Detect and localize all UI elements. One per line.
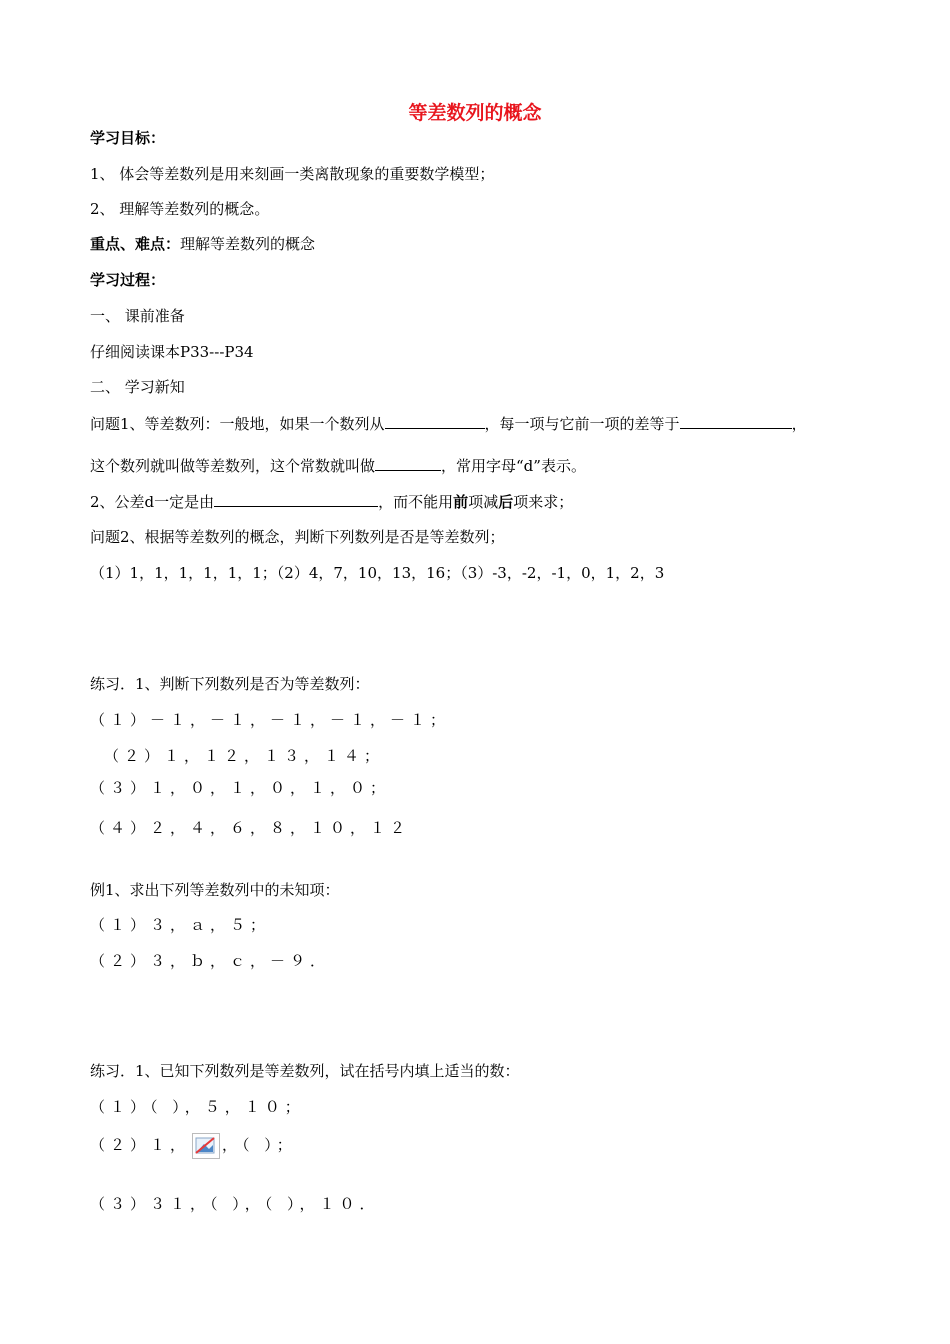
exercise-2-item-2-a: （２）１， [90, 1136, 191, 1154]
page-title: 等差数列的概念 [408, 102, 542, 124]
d-text-d: 项减 [468, 493, 499, 511]
question-1-line-1 [90, 413, 807, 434]
exercise-2-item-2-b: ，（ ）； [222, 1136, 297, 1154]
blank-3 [375, 455, 441, 471]
common-difference-line [90, 491, 573, 512]
example-1-item-2: （２）３，ｂ，ｃ，－９． [90, 952, 331, 970]
exercise-2-item-2 [90, 1133, 297, 1159]
d-text-front: 前 [453, 493, 469, 511]
key-points [90, 234, 315, 254]
exercise-2-item-3: （３）３１，（ ），（ ），１０． [90, 1195, 380, 1213]
q1-line2-text-a: 这个数列就叫做等差数列，这个常数就叫做 [90, 457, 376, 475]
section-2: 二、 学习新知 [90, 378, 185, 396]
blank-1 [385, 413, 485, 429]
question-2: 问题2、根据等差数列的概念，判断下列数列是否是等差数列； [90, 528, 505, 546]
q1-text-a: 问题1、等差数列：一般地，如果一个数列从 [90, 415, 385, 433]
key-label: 重点、难点： [90, 235, 181, 253]
exercise-1-item-2: （２）１，１２，１３，１４； [104, 747, 385, 765]
section-1: 一、 课前准备 [90, 307, 185, 325]
q1-text-b: ，每一项与它前一项的差等于 [484, 415, 680, 433]
d-text-back: 后 [498, 493, 514, 511]
reading-instruction: 仔细阅读课本P33---P34 [90, 343, 254, 361]
d-text-a: 2、公差d一定是由 [90, 493, 215, 511]
blank-4 [214, 491, 378, 507]
example-1-heading: 例1、求出下列等差数列中的未知项： [90, 881, 340, 899]
question-1-line-2 [90, 455, 586, 476]
exercise-2-heading: 练习．1、已知下列数列是等差数列，试在括号内填上适当的数： [90, 1062, 520, 1080]
exercise-1-heading: 练习．1、判断下列数列是否为等差数列： [90, 675, 370, 693]
process-heading: 学习过程： [90, 271, 166, 289]
q1-text-c: ， [791, 415, 807, 433]
blank-2 [680, 413, 792, 429]
key-text: 理解等差数列的概念 [180, 235, 316, 253]
goals-heading: 学习目标： [90, 129, 166, 147]
d-text-b: ，而不能用 [378, 493, 454, 511]
exercise-1-item-3: （３）１，０，１，０，１，０； [90, 779, 391, 797]
example-1-item-1: （１）３，ａ，５； [90, 916, 271, 934]
q1-line2-text-b: ，常用字母“d”表示。 [441, 457, 586, 475]
question-2-items: （1）1，1，1，1，1，1；（2）4，7，10，13，16；（3）-3，-2，-1，0，1，2，3 [90, 564, 665, 582]
exercise-1-item-1-text: （１）－１，－１，－１，－１，－１； [90, 711, 451, 729]
goal-2: 2、 理解等差数列的概念。 [90, 200, 270, 218]
broken-image-icon [192, 1133, 220, 1159]
d-text-f: 项来求； [513, 493, 574, 511]
exercise-2-item-1: （１）（ ），５，１０； [90, 1098, 305, 1116]
goal-1: 1、 体会等差数列是用来刻画一类离散现象的重要数学模型； [90, 165, 495, 183]
exercise-1-item-4: （４）２，４，６，８，１０，１２ [90, 819, 411, 837]
